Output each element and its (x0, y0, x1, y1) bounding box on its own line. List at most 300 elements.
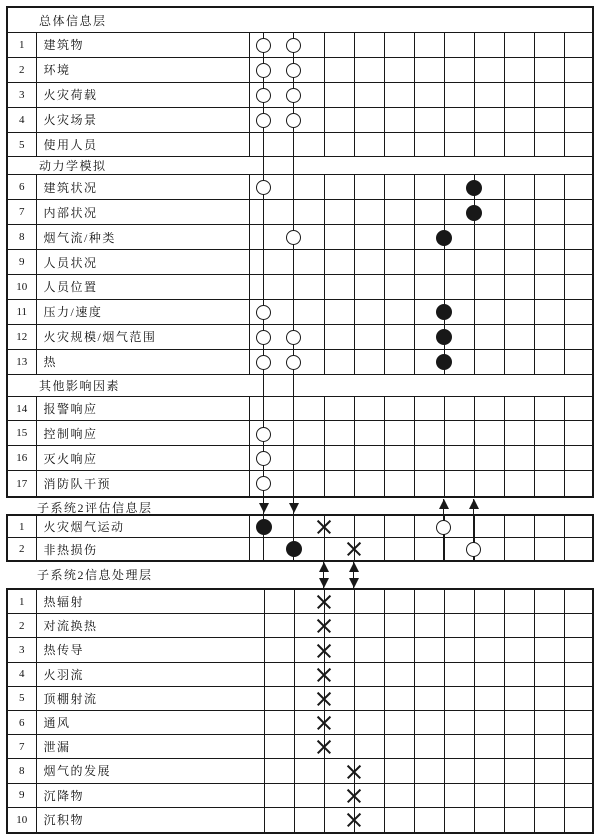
grid-line (564, 250, 566, 274)
grid-line (474, 471, 476, 496)
grid-line (324, 808, 326, 832)
grid-line (444, 614, 446, 637)
grid-line (564, 300, 566, 324)
table-row (8, 759, 592, 783)
open-circle-marker (286, 88, 301, 103)
row-label-cell (37, 33, 593, 57)
grid-line (534, 133, 536, 157)
filled-circle-marker (466, 205, 482, 221)
grid-line (504, 200, 506, 224)
table-row (8, 300, 592, 325)
table-row (8, 784, 592, 808)
row-label: 热 (43, 355, 58, 370)
filled-circle-marker (256, 519, 272, 535)
table-row (8, 275, 592, 300)
row-number-cell (8, 397, 37, 421)
grid-line (504, 350, 506, 374)
table-subsystem2-evaluation-layer (6, 514, 594, 562)
grid-line (504, 471, 506, 496)
cross-marker (316, 740, 331, 755)
grid-line (354, 397, 356, 421)
grid-line (294, 590, 296, 613)
grid-line (474, 784, 476, 807)
grid-line (444, 397, 446, 421)
grid-line (324, 175, 326, 199)
open-circle-marker (286, 355, 301, 370)
grid-line (384, 175, 386, 199)
grid-line (324, 83, 326, 107)
row-number: 10 (16, 280, 28, 293)
table-row (8, 638, 592, 662)
grid-line (444, 784, 446, 807)
grid-line (384, 471, 386, 496)
grid-line (564, 58, 566, 82)
grid-line (474, 808, 476, 832)
grid-line (384, 275, 386, 299)
grid-line (534, 421, 536, 445)
grid-line (324, 275, 326, 299)
grid-line (354, 350, 356, 374)
table-subsystem2-processing-layer (6, 588, 594, 834)
grid-line (444, 108, 446, 132)
row-number-cell (8, 638, 37, 661)
grid-line (264, 711, 266, 734)
grid-line (384, 759, 386, 782)
grid-line (564, 108, 566, 132)
grid-line (534, 735, 536, 758)
grid-line (444, 421, 446, 445)
row-number-cell (8, 590, 37, 613)
grid-line (249, 538, 251, 560)
grid-line (474, 83, 476, 107)
grid-line (384, 614, 386, 637)
row-number-cell (8, 784, 37, 807)
grid-line (564, 471, 566, 496)
grid-line (384, 663, 386, 686)
row-number-cell (8, 33, 37, 57)
grid-line (474, 325, 476, 349)
table-row (8, 808, 592, 832)
grid-line (324, 133, 326, 157)
section-header-row (8, 375, 592, 397)
row-label: 人员状况 (43, 255, 98, 270)
grid-line (249, 275, 251, 299)
row-number-cell (8, 808, 37, 832)
row-label: 顶棚射流 (43, 691, 98, 706)
row-number-cell (8, 538, 37, 560)
grid-line (564, 808, 566, 832)
cross-marker (346, 764, 361, 779)
grid-line (444, 711, 446, 734)
arrow-down-icon (259, 503, 269, 513)
grid-line (324, 325, 326, 349)
grid-line (414, 200, 416, 224)
grid-line (384, 711, 386, 734)
cross-marker (346, 542, 361, 557)
grid-line (384, 808, 386, 832)
row-label-cell (37, 784, 593, 807)
grid-line (474, 614, 476, 637)
grid-line (264, 663, 266, 686)
grid-line (564, 590, 566, 613)
grid-line (444, 735, 446, 758)
grid-line (354, 614, 356, 637)
row-label-cell (37, 759, 593, 782)
row-label: 火灾烟气运动 (43, 520, 125, 534)
grid-line (324, 225, 326, 249)
row-label: 建筑物 (43, 38, 85, 53)
grid-line (354, 325, 356, 349)
row-number: 3 (19, 643, 25, 656)
grid-line (324, 538, 326, 560)
row-label: 压力/速度 (43, 305, 103, 320)
row-number: 1 (19, 595, 25, 608)
row-number-cell (8, 663, 37, 686)
grid-line (414, 83, 416, 107)
cross-marker (316, 691, 331, 706)
grid-line (354, 83, 356, 107)
arrow-up-icon (469, 499, 479, 509)
grid-line (354, 687, 356, 710)
grid-line (534, 590, 536, 613)
grid-line (354, 421, 356, 445)
table-row (8, 663, 592, 687)
grid-line (294, 808, 296, 832)
grid-line (294, 687, 296, 710)
grid-line (264, 687, 266, 710)
grid-line (384, 300, 386, 324)
grid-line (564, 200, 566, 224)
grid-line (354, 250, 356, 274)
row-label-cell (37, 590, 593, 613)
grid-line (474, 687, 476, 710)
grid-line (564, 83, 566, 107)
grid-line (354, 175, 356, 199)
table-row (8, 590, 592, 614)
grid-line (324, 58, 326, 82)
grid-line (414, 108, 416, 132)
row-label-cell (37, 200, 593, 224)
row-number: 9 (19, 789, 25, 802)
row-label-cell (37, 58, 593, 82)
grid-line (264, 784, 266, 807)
grid-line (534, 58, 536, 82)
grid-line (324, 446, 326, 470)
grid-line (414, 784, 416, 807)
row-label: 烟气流/种类 (43, 230, 116, 245)
grid-line (384, 638, 386, 661)
cross-marker (316, 667, 331, 682)
grid-line (324, 200, 326, 224)
grid-line (354, 590, 356, 613)
row-number-cell (8, 250, 37, 274)
row-label: 控制响应 (43, 426, 98, 441)
grid-line (414, 175, 416, 199)
cross-marker (316, 716, 331, 731)
grid-line (414, 516, 416, 537)
grid-line (294, 711, 296, 734)
grid-line (474, 33, 476, 57)
grid-line (384, 516, 386, 537)
grid-line (354, 663, 356, 686)
grid-line (564, 735, 566, 758)
grid-line (249, 58, 251, 82)
grid-line (444, 759, 446, 782)
layer-title: 子系统2信息处理层 (37, 568, 153, 582)
open-circle-marker (256, 427, 271, 442)
grid-line (414, 590, 416, 613)
grid-line (564, 350, 566, 374)
cross-marker (346, 812, 361, 827)
table-row (8, 516, 592, 538)
cross-marker (316, 520, 331, 535)
grid-line (264, 638, 266, 661)
table-row (8, 200, 592, 225)
table-row (8, 711, 592, 735)
grid-line (534, 108, 536, 132)
row-label: 内部状况 (43, 205, 98, 220)
grid-line (249, 133, 251, 157)
table-row (8, 471, 592, 496)
grid-line (474, 250, 476, 274)
row-label-cell (37, 83, 593, 107)
grid-line (414, 225, 416, 249)
grid-line (444, 275, 446, 299)
grid-line (564, 275, 566, 299)
grid-line (324, 471, 326, 496)
row-label: 对流换热 (43, 619, 98, 634)
row-label: 通风 (43, 716, 71, 731)
grid-line (249, 397, 251, 421)
grid-line (504, 808, 506, 832)
grid-line (294, 735, 296, 758)
grid-line (534, 300, 536, 324)
cross-marker (346, 788, 361, 803)
row-number-cell (8, 275, 37, 299)
row-label-cell (37, 538, 593, 560)
row-label: 火灾场景 (43, 113, 98, 128)
grid-line (474, 108, 476, 132)
grid-line (324, 421, 326, 445)
grid-line (564, 446, 566, 470)
grid-line (564, 421, 566, 445)
row-label-cell (37, 397, 593, 421)
row-label-cell (37, 175, 593, 199)
row-number-cell (8, 200, 37, 224)
grid-line (324, 108, 326, 132)
row-number-cell (8, 58, 37, 82)
grid-line (249, 446, 251, 470)
row-number-cell (8, 175, 37, 199)
grid-line (534, 83, 536, 107)
row-label: 报警响应 (43, 402, 98, 417)
table-row (8, 133, 592, 158)
grid-line (474, 275, 476, 299)
grid-line (414, 421, 416, 445)
grid-line (504, 175, 506, 199)
grid-line (474, 397, 476, 421)
grid-line (504, 614, 506, 637)
table-row (8, 614, 592, 638)
row-label-cell (37, 225, 593, 249)
grid-line (249, 33, 251, 57)
grid-line (474, 735, 476, 758)
row-label-cell (37, 421, 593, 445)
grid-line (354, 638, 356, 661)
grid-line (504, 538, 506, 560)
grid-line (354, 33, 356, 57)
grid-line (324, 784, 326, 807)
row-number-cell (8, 421, 37, 445)
row-number: 2 (19, 619, 25, 632)
row-label: 建筑状况 (43, 180, 98, 195)
open-circle-marker (286, 113, 301, 128)
row-number-cell (8, 471, 37, 496)
arrow-up-icon (349, 562, 359, 572)
grid-line (504, 300, 506, 324)
grid-line (564, 516, 566, 537)
row-number: 7 (19, 740, 25, 753)
open-circle-marker (286, 330, 301, 345)
open-circle-marker (286, 38, 301, 53)
grid-line (474, 350, 476, 374)
grid-line (354, 108, 356, 132)
row-label-cell (37, 711, 593, 734)
grid-line (384, 446, 386, 470)
row-number-cell (8, 325, 37, 349)
grid-line (474, 300, 476, 324)
row-label-cell (37, 663, 593, 686)
cross-marker (316, 643, 331, 658)
grid-line (534, 614, 536, 637)
filled-circle-marker (436, 230, 452, 246)
grid-line (414, 614, 416, 637)
grid-line (444, 58, 446, 82)
grid-line (564, 225, 566, 249)
grid-line (474, 225, 476, 249)
section-header-row (8, 157, 592, 175)
grid-line (414, 300, 416, 324)
grid-line (384, 325, 386, 349)
row-number: 2 (19, 543, 25, 555)
filled-circle-marker (466, 180, 482, 196)
grid-line (504, 250, 506, 274)
grid-line (354, 446, 356, 470)
grid-line (249, 421, 251, 445)
row-label: 沉降物 (43, 788, 85, 803)
grid-line (249, 175, 251, 199)
arrow-down-icon (289, 503, 299, 513)
grid-line (534, 638, 536, 661)
grid-line (564, 687, 566, 710)
grid-line (534, 471, 536, 496)
grid-line (414, 663, 416, 686)
grid-line (504, 325, 506, 349)
row-number-cell (8, 516, 37, 537)
grid-line (474, 446, 476, 470)
row-number-cell (8, 83, 37, 107)
grid-line (504, 516, 506, 537)
row-number: 12 (16, 330, 28, 343)
grid-line (384, 225, 386, 249)
grid-line (474, 711, 476, 734)
row-label: 非热损伤 (43, 542, 98, 557)
cross-marker (316, 619, 331, 634)
grid-line (474, 133, 476, 157)
row-label-cell (37, 446, 593, 470)
grid-line (324, 33, 326, 57)
grid-line (414, 275, 416, 299)
grid-line (564, 759, 566, 782)
grid-line (414, 471, 416, 496)
grid-line (504, 711, 506, 734)
row-number: 17 (16, 477, 28, 490)
row-label-cell (37, 250, 593, 274)
grid-line (294, 759, 296, 782)
arrow-down-icon (349, 578, 359, 588)
open-circle-marker (436, 520, 451, 535)
grid-line (384, 735, 386, 758)
grid-line (564, 663, 566, 686)
grid-line (324, 350, 326, 374)
grid-line (384, 350, 386, 374)
grid-line (294, 614, 296, 637)
table-row (8, 175, 592, 200)
row-label-cell (37, 471, 593, 496)
grid-line (564, 784, 566, 807)
row-number: 14 (16, 402, 28, 415)
grid-line (384, 108, 386, 132)
grid-line (474, 759, 476, 782)
grid-line (534, 175, 536, 199)
grid-line (504, 638, 506, 661)
row-number: 10 (16, 813, 28, 826)
grid-line (504, 735, 506, 758)
grid-line (249, 83, 251, 107)
grid-line (474, 58, 476, 82)
row-label-cell (37, 275, 593, 299)
row-label: 泄漏 (43, 740, 71, 755)
grid-line (444, 590, 446, 613)
row-number-cell (8, 711, 37, 734)
table-row (8, 446, 592, 471)
grid-line (564, 614, 566, 637)
row-number: 4 (19, 668, 25, 681)
grid-line (504, 397, 506, 421)
grid-line (384, 397, 386, 421)
grid-line (444, 663, 446, 686)
open-circle-marker (286, 63, 301, 78)
grid-line (414, 446, 416, 470)
grid-line (504, 759, 506, 782)
section-title: 其他影响因素 (39, 378, 121, 393)
grid-line (414, 735, 416, 758)
row-label-cell (37, 516, 593, 537)
grid-line (444, 33, 446, 57)
grid-line (504, 83, 506, 107)
grid-line (564, 397, 566, 421)
row-number-cell (8, 446, 37, 470)
grid-line (504, 33, 506, 57)
row-label: 沉积物 (43, 813, 85, 828)
grid-line (384, 83, 386, 107)
row-number: 3 (19, 88, 25, 101)
grid-line (444, 687, 446, 710)
row-label: 消防队干预 (43, 477, 112, 492)
grid-line (384, 200, 386, 224)
row-number: 7 (19, 206, 25, 219)
grid-line (564, 175, 566, 199)
